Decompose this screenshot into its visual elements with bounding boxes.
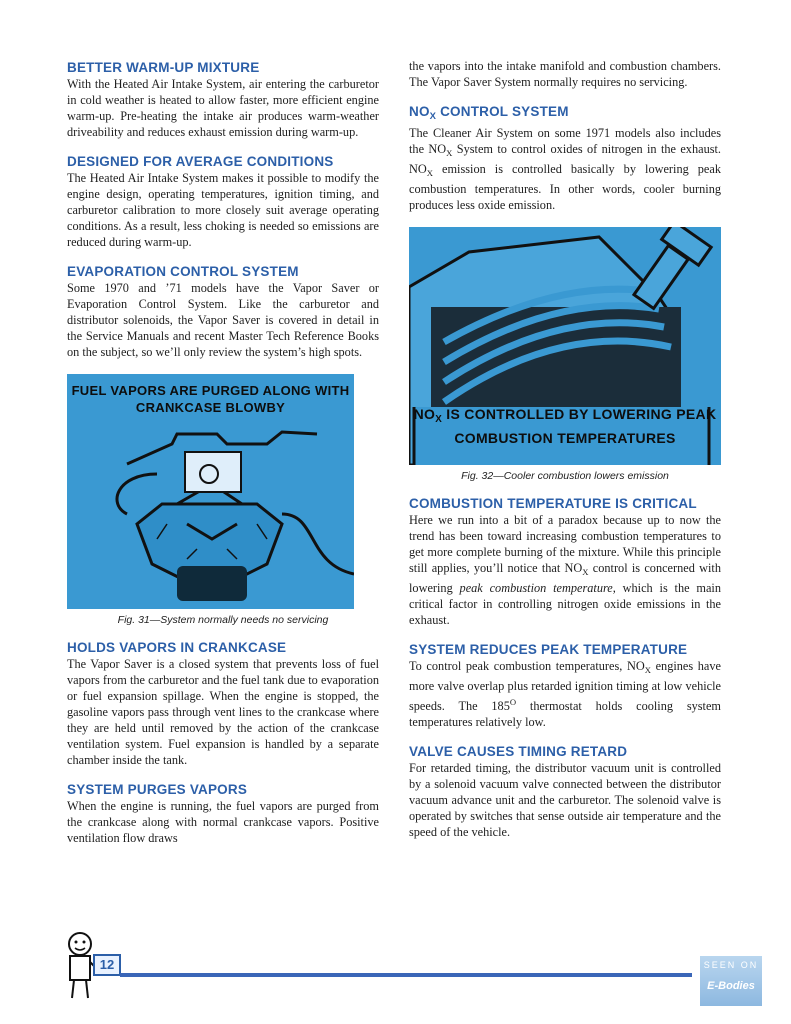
section-timing-retard: [409, 744, 721, 840]
figure-32-label: $NO_X$ IS CONTROLLED BY LOWERING PEAK COMBUSTION TEMPERATURES: [413, 406, 717, 446]
section-warm-up: [67, 60, 379, 140]
figure-32-illustration: [409, 227, 721, 465]
section-heading: HOLDS VAPORS IN CRANKCASE: [67, 640, 287, 655]
section-text: With the Heated Air Intake System, air entering the carburetor in cold weather is heated to allow faster, more efficient engine warm-up. Pre-heating the intake air produces warm-weather driveability and reduces exhaust emission during warm-up.: [67, 77, 379, 139]
section-text: The Cleaner Air System on some 1971 models also includes the $NO_X$ System to control oxides of nitrogen in the exhaust. $NO_X$ emission is controlled basically by lowering peak combustion temperatures. In other words, cooler burning produces less oxide emission.: [409, 126, 721, 212]
section-text: The Heated Air Intake System makes it possible to modify the engine design, operating temperatures, ignition timing, and carburetor calibration to more closely suit average operating conditions. As a result, less choking is needed so emissions are reduced during warm-up.: [67, 171, 379, 249]
section-text: To control peak combustion temperatures, $NO_X$ engines have more valve overlap plus retarded ignition timing at low vehicle speeds. The $185^O$ thermostat holds cooling system temperatures relatively low.: [409, 659, 721, 730]
left-column: [67, 60, 379, 860]
section-purges-vapors: [67, 782, 379, 846]
section-evaporation-control: [67, 264, 379, 360]
right-column: [409, 60, 721, 854]
section-text: Here we run into a bit of a paradox because up to now the trend has been toward increasing combustion temperatures to get more complete burning of the mixture. While this principle still applies, you’ll notice that $NO_X$ control is concerned with lowering peak combustion temperature, which is the main critical factor in controlling nitrogen oxide emissions in the exhaust.: [409, 513, 721, 627]
section-text: When the engine is running, the fuel vapors are purged from the crankcase along with normal crankcase vapors. Positive ventilation flow draws: [67, 799, 379, 845]
section-heading: VALVE CAUSES TIMING RETARD: [409, 744, 628, 760]
section-text: The Vapor Saver is a closed system that prevents loss of fuel vapors from the carburetor and the fuel tank due to evaporation or fuel expansion spillage. When the engine is stopped, the gasoline vapors pass through vent lines to the crankcase where they are held until removed by the action of the crankcase ventilation system. Fuel expansion is handled by a separate chamber inside the tank.: [67, 657, 379, 767]
section-continuation: [409, 58, 721, 90]
seen-on-badge: SEEN ON E-Bodies: [700, 956, 762, 1006]
section-heading: SYSTEM REDUCES PEAK TEMPERATURE: [409, 642, 688, 657]
section-heading: $NO_X$ CONTROL SYSTEM: [409, 104, 569, 122]
section-text: the vapors into the intake manifold and combustion chambers. The Vapor Saver System normally requires no servicing.: [409, 59, 721, 89]
section-text: For retarded timing, the distributor vacuum unit is controlled by a solenoid vacuum valve connected between the distributor vacuum advance unit and the carburetor. The solenoid valve is operated by switches that sense outside air temperature and the speed of the vehicle.: [409, 761, 721, 840]
footer-rule: [120, 973, 692, 977]
section-peak-temp: [409, 642, 721, 730]
figure-32-caption: Fig. 32—Cooler combustion lowers emission: [461, 470, 669, 482]
section-nox-control: [409, 104, 721, 213]
section-text: Some 1970 and ’71 models have the Vapor Saver or Evaporation Control System. Like the carburetor and distributor solenoids, the Vapor Saver is covered in detail in the Service Manuals and recent Master Tech Reference Books on the subject, so we’ll only review the system’s high spots.: [67, 281, 379, 359]
section-heading: BETTER WARM-UP MIXTURE: [67, 60, 260, 75]
section-average-conditions: [67, 154, 379, 250]
section-heading: EVAPORATION CONTROL SYSTEM: [67, 264, 299, 279]
figure-31-title: FUEL VAPORS ARE PURGED ALONG WITH CRANKCASE BLOWBY: [71, 383, 350, 415]
page-number: 12: [93, 954, 121, 976]
figure-32: [409, 227, 721, 482]
section-heading: SYSTEM PURGES VAPORS: [67, 782, 248, 797]
figure-31-caption: Fig. 31—System normally needs no servicing: [117, 614, 329, 626]
figure-31-illustration: [67, 374, 354, 609]
section-heading: COMBUSTION TEMPERATURE IS CRITICAL: [409, 496, 697, 511]
section-combustion-temp: [409, 496, 721, 628]
section-holds-vapors: [67, 640, 379, 768]
vapor-system-diagram: [67, 374, 354, 609]
section-heading: DESIGNED FOR AVERAGE CONDITIONS: [67, 154, 334, 169]
figure-31: [67, 374, 379, 626]
